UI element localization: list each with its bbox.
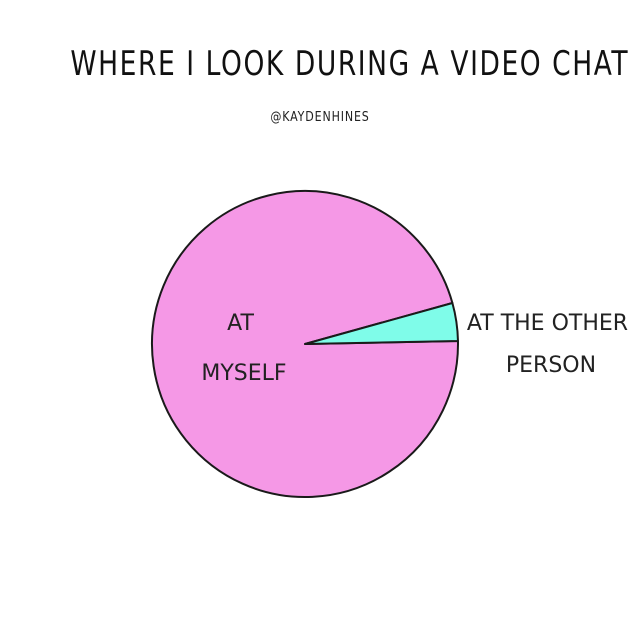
slice-label-myself-line2: MYSELF [201, 361, 287, 386]
slice-label-other-line2: PERSON [505, 353, 597, 378]
author-credit: @KAYDENHINES [270, 110, 370, 125]
pie-slices [152, 191, 458, 497]
slice-label-myself-line1: AT [227, 311, 254, 336]
slice-label-other-person [467, 311, 635, 378]
slice-label-other-line1: AT THE OTHER [466, 311, 629, 336]
chart-title: WHERE I LOOK DURING A VIDEO CHAT [70, 44, 630, 84]
